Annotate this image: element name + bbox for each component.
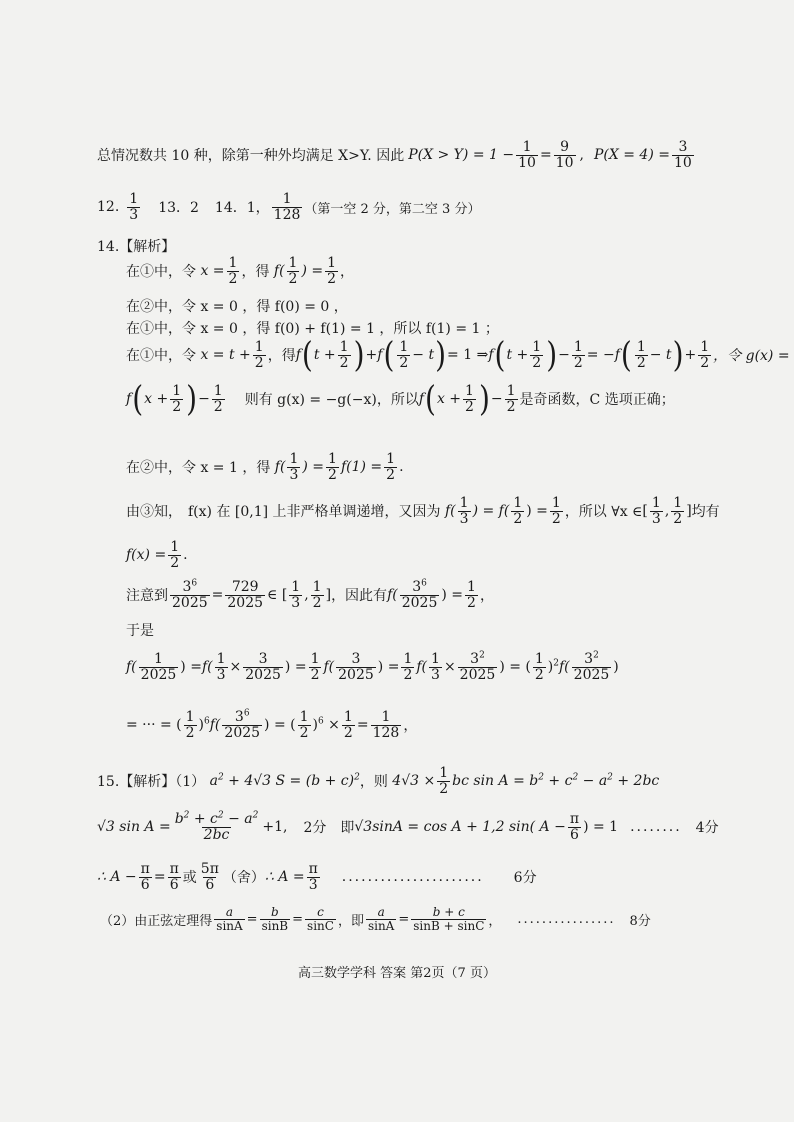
frac-1-3: $\frac{1}{3}$ [129,191,139,223]
q12-label: 12. [97,199,120,216]
step7-text-c: ，所以 ∀x ∈ [564,504,643,521]
step7-text-b: f(x) 在 [0,1] 上非严格单调递增，又因为 [188,504,441,521]
frac-9-10: $\frac{9}{10}$ [555,139,574,171]
frac-1-128: $\frac{1}{128}$ [273,191,301,223]
step2-text: 在②中，令 x = 0 ，得 f(0) = 0 ， [126,299,348,315]
q15-line-3: ∴ A − $\frac{\pi}{6}$ = $\frac{\pi}{6}$ 或 $\frac{5\pi}{6}$ （舍） ∴ A = $\frac{\pi}{3}$ ...................... 6分 [97,861,537,893]
step1-text-b: ，得 [241,264,270,281]
line1-text: 总情况数共 10 种，除第一种外均满足 X>Y. 因此 [97,148,405,165]
step5-text: 则有 g(x) = −g(−x)，所以 [244,392,419,409]
step-8: f(x) = $\frac{1}{2}$ . [126,539,188,571]
answers-line [97,192,480,222]
step-5: f ( x + $\frac{1}{2}$ ) − $\frac{1}{2}$ 则有 g(x) = −g(−x)，所以 f ( x + $\frac{1}{2}$ ) − $\frac{1}{2}$ 是奇函数，C 选项正确； [126,377,675,420]
q13-answer: 13．2 [158,200,199,217]
score-note: （第一空 2 分，第二空 3 分） [304,201,481,217]
page-footer: 高三数学学科 答案 第2页（7 页） [298,966,496,981]
step7-text: 由③知， [126,504,182,521]
q15-score-8: 8分 [629,913,651,929]
line-1: 总情况数共 10 种，除第一种外均满足 X>Y. 因此 P(X > Y) = 1 − $\frac{1}{10}$ = $\frac{9}{10}$ , P(X = 4) = $\frac{3}{10}$ [97,139,692,171]
q15-sine-law: （2）由正弦定理得 [100,913,213,929]
line1-prob: P(X > Y) = 1 − [408,147,515,164]
q15-score-6: 6分 [513,870,537,887]
q15-discard: （舍） [222,870,265,887]
q15-text-b: ，则 [359,774,388,791]
step4-text-c: ，令 g(x) = [713,348,790,365]
line1-prob2: P(X = 4) = [593,147,670,164]
q15-line-4: （2）由正弦定理得 $\frac{a}{\sin A}$ = $\frac{b}{\sin B}$ = $\frac{c}{\sin C}$ ，即 $\frac{a}{\sin A}$ = $\frac{b + c}{\sin B + \sin C}$ ， ................ 8分 [100,905,651,933]
step10-text: 于是 [126,623,154,639]
frac-3-10: $\frac{3}{10}$ [673,139,692,171]
step-7: 由③知， f(x) 在 [0,1] 上非严格单调递增，又因为 f( $\frac{1}{3}$ ) = f( $\frac{1}{2}$ ) = $\frac{1}{2}$ ，所以 ∀x ∈ [ $\frac{1}{3}$ , $\frac{1}{2}$ ] 均有 [126,495,720,527]
step5-text-b: 是奇函数，C 选项正确； [519,392,675,409]
step-4: 在①中，令 x = t + $\frac{1}{2}$ ，得 f ( t + $\frac{1}{2}$ ) + f ( $\frac{1}{2}$ − t ) = 1 ⇒ f ( t + $\frac{1}{2}$ ) − $\frac{1}{2}$ = − f ( $\frac{1}{2}$ − t ) + $\frac{1}{2}$ ，令 g(x) = [126,333,790,376]
step7-text-d: 均有 [691,504,720,521]
frac-1-10: $\frac{1}{10}$ [518,139,536,171]
step4-text-b: ，得 [267,348,296,365]
step-12: = ··· = ( $\frac{1}{2}$ )$^6$ f( $\frac{3^6}{2025}$ ) = ( $\frac{1}{2}$ )$^6$ × $\frac{1}{2}$ = $\frac{1}{128}$ ， [126,708,418,741]
step1-text: 在①中，令 [126,264,196,281]
q15-line-1: 15.【解析】（1） $a^2 + 4√3$ $S = (b + c)^2$ ，则 4√3 × $\frac{1}{2}$ bc $\sin A = b^2 + c^2 - a^2 + 2bc$ [97,765,660,797]
step-2 [126,296,348,316]
step9-text-b: ，因此有 [331,588,388,605]
q15-line-2: √3 sin A = $\frac{b^2 + c^2 - a^2}{2bc}$ +1, 2分 即 √3sinA = cos A + 1,2 sin( A − $\frac{\pi}{6}$ ) = 1 ........ 4分 [97,810,719,843]
q14-heading-text: 14.【解析】 [97,239,176,255]
step-11: f( $\frac{1}{2025}$ ) = f( $\frac{1}{3}$ × $\frac{3}{2025}$ ) = $\frac{1}{2}$ f( $\frac{3}{2025}$ ) = $\frac{1}{2}$ f( $\frac{1}{3}$ × $\frac{3^2}{2025}$ ) = ( $\frac{1}{2}$ )$^2$ f( $\frac{3^2}{2025}$ ) [126,650,619,683]
q15-score-4: 4分 [695,820,719,837]
step-1: 在①中，令 x = $\frac{1}{2}$ ，得 f( $\frac{1}{2}$ ) = $\frac{1}{2}$ ， [126,255,355,287]
q15-score-2: 2分 即 [303,820,355,837]
step3-text: 在①中，令 x = 0 ，得 f(0) + f(1) = 1 ，所以 f(1) = 1 ； [126,321,499,337]
q15-text-ie: ，即 [337,913,364,929]
q14-heading [97,236,175,256]
step6-text: 在②中，令 x = 1 ，得 [126,460,271,477]
step9-text: 注意到 [126,588,168,605]
q15-heading: 15.【解析】（1） [97,774,206,791]
step4-text: 在①中，令 [126,348,196,365]
step-10 [126,620,154,640]
step-6: 在②中，令 x = 1 ，得 f( $\frac{1}{3}$ ) = $\frac{1}{2}$ f(1) = $\frac{1}{2}$ . [126,451,404,483]
step-9: 注意到 $\frac{3^6}{2025}$ = $\frac{729}{2025}$ ∈ [ $\frac{1}{3}$ , $\frac{1}{2}$ ] ，因此有 f( $\frac{3^6}{2025}$ ) = $\frac{1}{2}$ ， [126,578,494,611]
q14-answer: 14．1， [214,200,270,217]
